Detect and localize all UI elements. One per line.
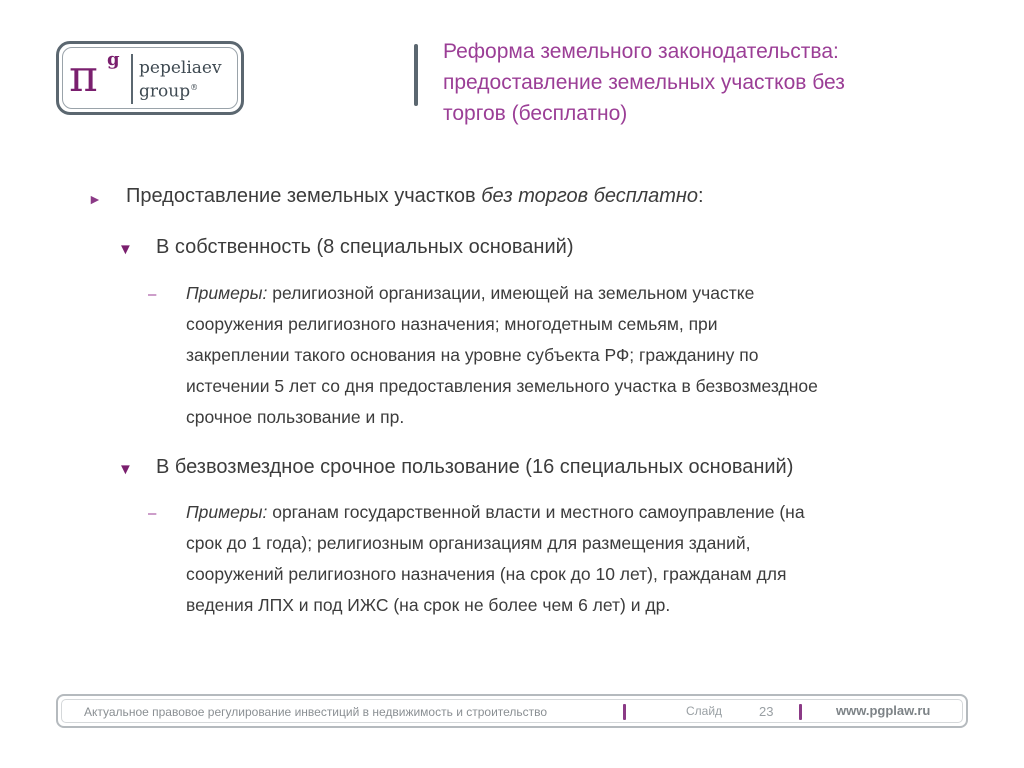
- footer-separator: [799, 704, 802, 720]
- title-divider: [414, 44, 418, 106]
- logo-g-superscript: g: [107, 49, 120, 70]
- bullet-main-text: Предоставление земельных участков без торгов бесплатно:: [126, 185, 704, 207]
- logo-name-line2: group®: [139, 81, 199, 102]
- company-logo: [56, 41, 244, 115]
- dash-icon: –: [148, 286, 157, 303]
- logo-pi-symbol: π: [69, 51, 98, 102]
- triangle-down-icon: ▼: [118, 241, 133, 258]
- footer-caption: Актуальное правовое регулирование инвестиций в недвижимость и строительство: [84, 705, 548, 719]
- title-line3: торгов (бесплатно): [443, 102, 628, 125]
- title-line2: предоставление земельных участков без: [443, 71, 845, 94]
- logo-divider: [131, 54, 133, 104]
- slide-footer: [56, 694, 968, 728]
- triangle-down-icon: ▼: [118, 461, 133, 478]
- footer-website-link[interactable]: www.pgplaw.ru: [836, 703, 931, 718]
- title-line1: Реформа земельного законодательства:: [443, 40, 839, 63]
- slide-title: [443, 36, 1003, 129]
- logo-name-line1: pepeliaev: [139, 58, 222, 78]
- logo-wordmark: [139, 58, 222, 102]
- footer-slide-label: Слайд: [686, 704, 723, 718]
- dash-icon: –: [148, 505, 157, 522]
- sub-bullet-ownership-text: В собственность (8 специальных оснований): [156, 236, 574, 258]
- sub-bullet-free-use-text: В безвозмездное срочное пользование (16 специальных оснований): [156, 456, 794, 478]
- footer-slide-number: 23: [759, 704, 774, 719]
- examples-label: Примеры:: [186, 502, 268, 522]
- bullet-main-emphasis: без торгов бесплатно: [481, 185, 699, 207]
- examples-label: Примеры:: [186, 283, 268, 303]
- footer-separator: [623, 704, 626, 720]
- triangle-right-icon: ►: [88, 191, 102, 207]
